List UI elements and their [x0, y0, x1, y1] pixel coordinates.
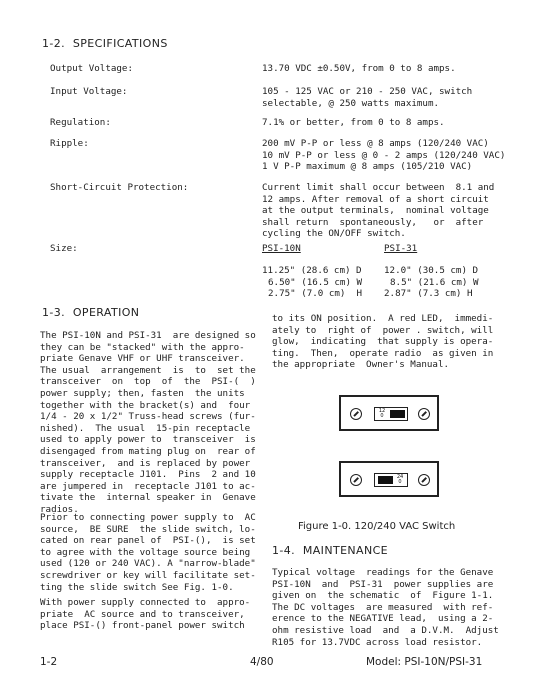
maintenance-text-line: given on the schematic of Figure 1-1.: [272, 590, 494, 602]
spec-value-line: at the output terminals, nominal voltage: [262, 205, 489, 217]
psi31-height: 2.87" (7.3 cm) H: [384, 288, 473, 300]
screw-icon: [350, 408, 362, 420]
operation-text-line: 1/4 - 20 x 1/2" Truss-head screws (fur-: [40, 411, 256, 423]
spec-heading: 1-2. SPECIFICATIONS: [42, 37, 168, 50]
operation-text-line: used to apply power to transceiver is: [40, 434, 256, 446]
slide-switch-120: [374, 407, 408, 421]
operation-text-line: they can be "stacked" with the appro-: [40, 341, 245, 353]
operation-text-line: disengaged from mating plug on rear of: [40, 446, 256, 457]
operation-text-line: ting. Then, operate radio as given in: [272, 347, 494, 359]
screw-icon: [418, 474, 430, 486]
spec-value-line: selectable, @ 250 watts maximum.: [262, 97, 440, 109]
operation-text-line: Prior to connecting power supply to AC: [40, 512, 256, 523]
operation-heading: 1-3. OPERATION: [42, 306, 140, 319]
spec-label: Short-Circuit Protection:: [50, 182, 189, 193]
size-label: Size:: [50, 243, 78, 254]
switch-120-label: 120: [378, 408, 386, 419]
operation-text-line: transceiver, and is replaced by power: [40, 457, 251, 469]
slide-switch-240: [374, 473, 408, 487]
operation-text-line: supply receptacle J101. Pins 2 and 10: [40, 469, 256, 481]
spec-value-line: 105 - 125 VAC or 210 - 250 VAC, switch: [262, 86, 473, 97]
operation-text-line: to its ON position. A red LED, immedi-: [272, 313, 494, 324]
spec-label: Output Voltage:: [50, 63, 133, 74]
psi10n-width: 6.50" (16.5 cm) W: [268, 276, 363, 288]
spec-label: Ripple:: [50, 138, 89, 149]
operation-text-line: the appropriate Owner's Manual.: [272, 359, 450, 371]
maintenance-text-line: The DC voltages are measured with ref-: [272, 601, 494, 613]
operation-text-line: nished). The usual 15-pin receptacle: [40, 422, 251, 434]
page-number: 1-2: [40, 656, 58, 668]
operation-text-line: With power supply connected to appro-: [40, 597, 251, 608]
slide-knob: [378, 476, 393, 484]
operation-text-line: priate Genave VHF or UHF transceiver.: [40, 353, 245, 365]
spec-value-line: 1 V P-P maximum @ 8 amps (105/210 VAC): [262, 161, 473, 173]
spec-value-line: 12 amps. After removal of a short circuit: [262, 193, 489, 205]
operation-text-line: glow, indicating that supply is opera-: [272, 336, 494, 348]
screw-icon: [350, 474, 362, 486]
operation-text-line: place PSI-() front-panel power switch: [40, 620, 245, 632]
operation-text-line: are jumpered in receptacle J101 to ac-: [40, 480, 256, 492]
switch-240-label: 240: [396, 474, 404, 485]
operation-text-line: ately to right of power . switch, will: [272, 324, 494, 336]
psi31-depth: 12.0" (30.5 cm) D: [384, 265, 479, 276]
revision-date: 4/80: [250, 656, 274, 668]
spec-label: Regulation:: [50, 117, 111, 128]
operation-text-line: used (120 or 240 VAC). A "narrow-blade": [40, 558, 256, 570]
slide-knob: [390, 410, 405, 418]
operation-text-line: radios.: [40, 504, 79, 515]
switch-panel-240: [339, 461, 439, 497]
spec-value-line: Current limit shall occur between 8.1 and: [262, 182, 495, 193]
spec-value-line: shall return spontaneously, or after: [262, 216, 484, 228]
spec-value-line: 200 mV P-P or less @ 8 amps (120/240 VAC): [262, 138, 489, 149]
spec-value-line: 7.1% or better, from 0 to 8 amps.: [262, 117, 445, 128]
spec-value-line: cycling the ON/OFF switch.: [262, 228, 406, 240]
operation-text-line: screwdriver or key will facilitate set-: [40, 570, 256, 581]
figure-caption: Figure 1-0. 120/240 VAC Switch: [298, 521, 456, 532]
spec-label: Input Voltage:: [50, 86, 128, 97]
operation-text-line: transceiver on top of the PSI-( ): [40, 376, 256, 388]
operation-text-line: together with the bracket(s) and four: [40, 399, 251, 411]
operation-text-line: priate AC source and to transceiver,: [40, 608, 245, 620]
operation-text-line: The usual arrangement is to set the: [40, 364, 256, 376]
maintenance-text-line: R105 for 13.7VDC across load resistor.: [272, 636, 483, 648]
model-psi31-name: PSI-31: [384, 243, 418, 254]
spec-value-line: 13.70 VDC ±0.50V, from 0 to 8 amps.: [262, 63, 456, 74]
maintenance-heading: 1-4. MAINTENANCE: [272, 544, 389, 557]
maintenance-text-line: erence to the NEGATIVE lead, using a 2-: [272, 613, 494, 625]
psi10n-height: 2.75" (7.0 cm) H: [268, 288, 363, 300]
switch-panel-120: [339, 395, 439, 431]
operation-text-line: to agree with the voltage source being: [40, 546, 251, 558]
operation-text-line: power supply; then, fasten the units: [40, 388, 245, 399]
operation-text-line: cated on rear panel of PSI-(), is set: [40, 535, 256, 547]
psi10n-depth: 11.25" (28.6 cm) D: [262, 265, 362, 276]
maintenance-text-line: Typical voltage readings for the Genave: [272, 567, 494, 578]
operation-text-line: ting the slide switch See Fig. 1-0.: [40, 581, 234, 593]
operation-text-line: tivate the internal speaker in Genave: [40, 492, 256, 504]
maintenance-text-line: ohm resistive load and a D.V.M. Adjust: [272, 625, 499, 636]
screw-icon: [418, 408, 430, 420]
operation-text-line: source, BE SURE the slide switch, lo-: [40, 523, 256, 535]
operation-text-line: The PSI-10N and PSI-31 are designed so: [40, 330, 256, 341]
psi31-width: 8.5" (21.6 cm) W: [390, 276, 479, 288]
model-psi10n-name: PSI-10N: [262, 243, 301, 254]
model-footer: Model: PSI-10N/PSI-31: [366, 656, 483, 668]
maintenance-text-line: PSI-10N and PSI-31 power supplies are: [272, 578, 494, 590]
spec-value-line: 10 mV P-P or less @ 0 - 2 amps (120/240 VAC): [262, 149, 506, 161]
